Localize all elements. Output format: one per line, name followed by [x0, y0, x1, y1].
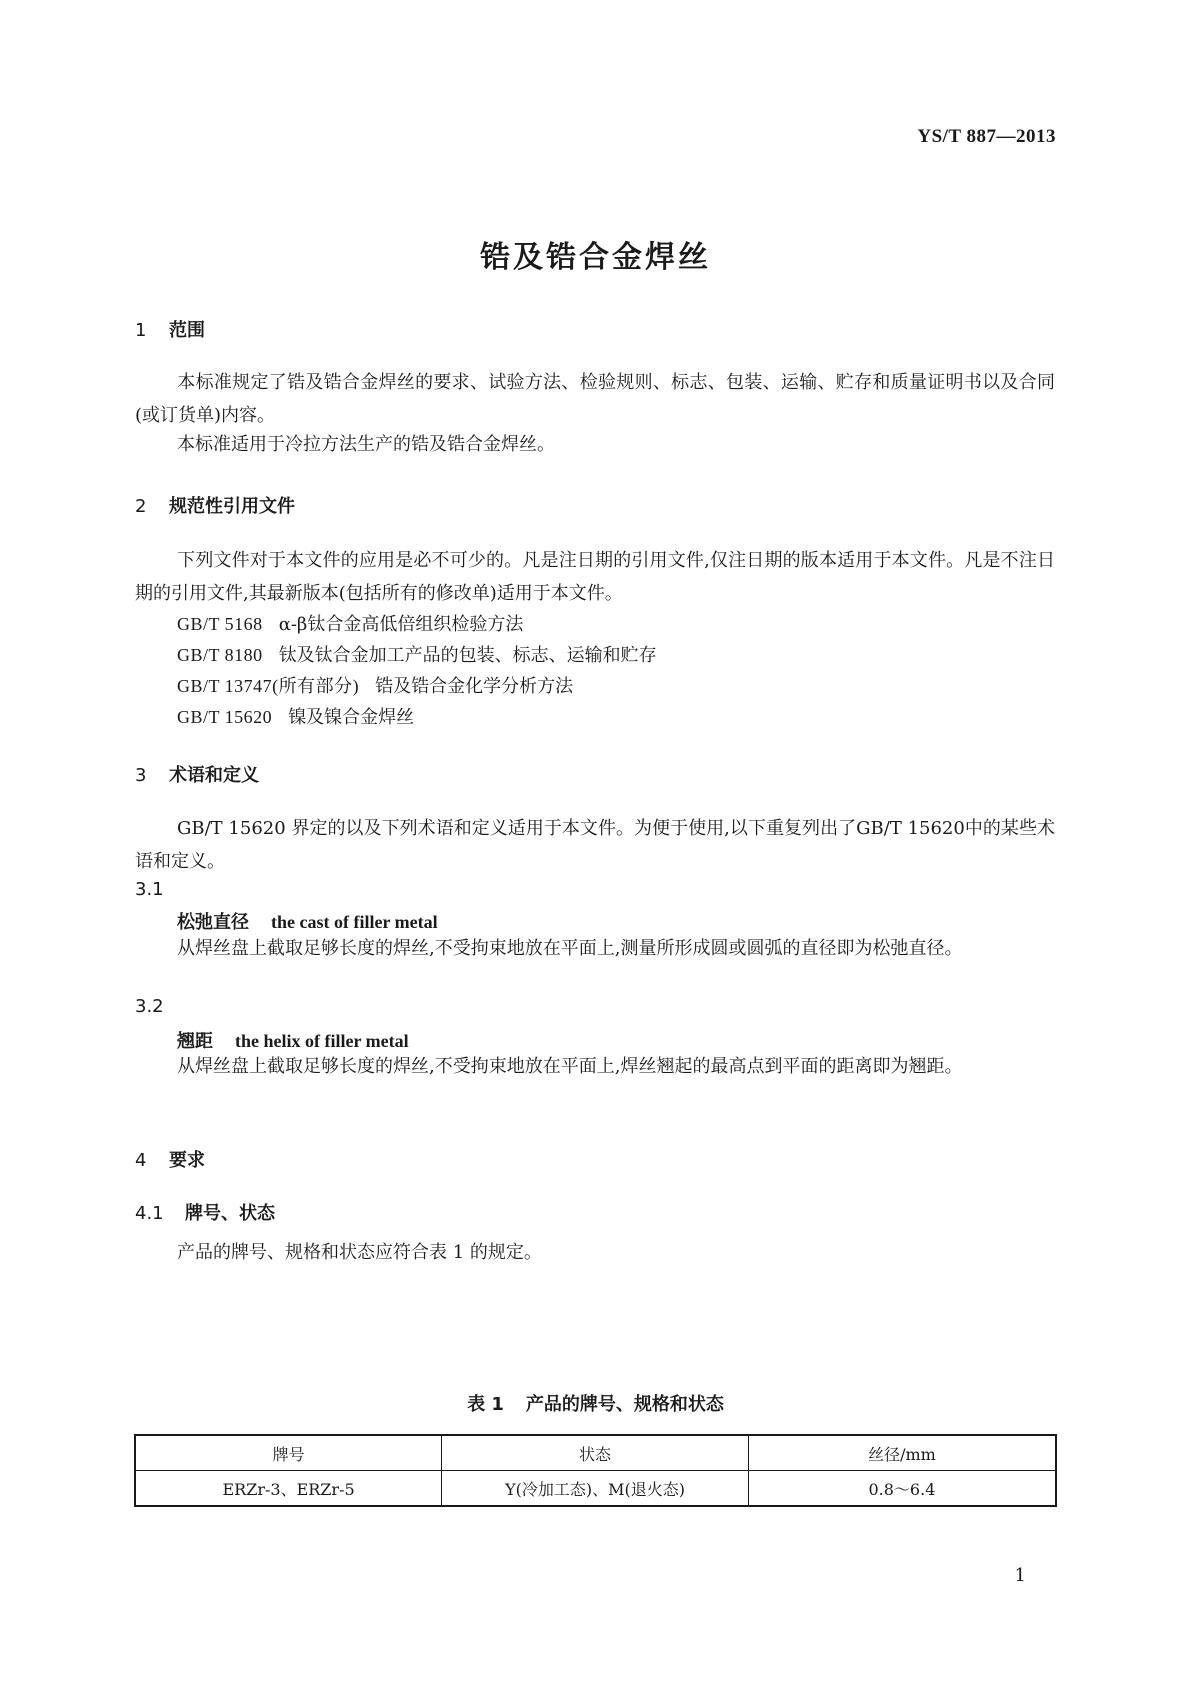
- normative-reference: [177, 703, 414, 729]
- standard-code: YS/T 887—2013: [917, 126, 1056, 147]
- paragraph-text: 下列文件对于本文件的应用是必不可少的。凡是注日期的引用文件,仅注日期的版本适用于本文件。凡是不注日期的引用文件,其最新版本(包括所有的修改单)适用于本文件。: [135, 550, 1055, 604]
- subsection-4-1-heading: [135, 1199, 275, 1225]
- table-row: [135, 1471, 1056, 1507]
- column-header: 牌号: [135, 1435, 442, 1471]
- table-label: 表 1: [467, 1394, 504, 1415]
- term-english: the cast of filler metal: [271, 912, 438, 932]
- section-1-heading: [135, 316, 205, 342]
- term-definition: [135, 1050, 1055, 1083]
- section-2-heading: [135, 492, 295, 518]
- definition-text: 从焊丝盘上截取足够长度的焊丝,不受拘束地放在平面上,测量所形成圆或圆弧的直径即为松弛直径。: [177, 938, 963, 959]
- section-title: 规范性引用文件: [169, 496, 295, 517]
- paragraph-text: GB/T 15620 界定的以及下列术语和定义适用于本文件。为便于使用,以下重复列出了GB/T 15620中的某些术语和定义。: [135, 818, 1055, 872]
- table-cell: Y(冷加工态)、M(退火态): [442, 1471, 749, 1507]
- term-entry: [177, 908, 438, 934]
- section-number: 2: [135, 496, 147, 517]
- reference-code: GB/T 5168: [177, 614, 263, 634]
- section-title: 范围: [169, 320, 205, 341]
- subsection-title: 牌号、状态: [185, 1203, 275, 1224]
- section-1-paragraph-1: [135, 366, 1055, 432]
- reference-code: GB/T 15620: [177, 707, 273, 727]
- term-number: 3.2: [135, 996, 164, 1017]
- paragraph-text: 本标准适用于冷拉方法生产的锆及锆合金焊丝。: [177, 434, 555, 455]
- section-2-paragraph-1: [135, 544, 1055, 610]
- section-title: 术语和定义: [169, 765, 259, 786]
- subsection-number: 4.1: [135, 1203, 164, 1224]
- normative-reference: [177, 610, 523, 636]
- document-title: 锆及锆合金焊丝: [480, 240, 711, 275]
- reference-title: 镍及镍合金焊丝: [288, 707, 415, 728]
- term-number: 3.1: [135, 879, 164, 900]
- normative-reference: [177, 641, 657, 667]
- column-header: 丝径/mm: [748, 1435, 1056, 1471]
- term-chinese: 松弛直径: [177, 912, 249, 933]
- reference-title: 钛及钛合金加工产品的包装、标志、运输和贮存: [278, 645, 657, 666]
- definition-text: 从焊丝盘上截取足够长度的焊丝,不受拘束地放在平面上,焊丝翘起的最高点到平面的距离即为翘距。: [177, 1056, 963, 1077]
- reference-code: GB/T 13747(所有部分): [177, 676, 360, 696]
- section-number: 3: [135, 765, 147, 786]
- section-title: 要求: [169, 1150, 205, 1171]
- table-cell: ERZr-3、ERZr-5: [135, 1471, 442, 1507]
- section-3-heading: [135, 761, 259, 787]
- page-number: 1: [1014, 1565, 1026, 1586]
- section-1-paragraph-2: [135, 428, 1055, 461]
- reference-code: GB/T 8180: [177, 645, 263, 665]
- table-caption-text: 产品的牌号、规格和状态: [525, 1394, 724, 1415]
- subsection-4-1-paragraph: [135, 1236, 1055, 1269]
- table-caption: [0, 1390, 1191, 1416]
- section-number: 1: [135, 320, 147, 341]
- reference-title: 锆及锆合金化学分析方法: [375, 676, 574, 697]
- table-cell: 0.8～6.4: [748, 1471, 1056, 1507]
- paragraph-text: 产品的牌号、规格和状态应符合表 1 的规定。: [177, 1242, 542, 1263]
- reference-title: α-β钛合金高低倍组织检验方法: [278, 614, 524, 635]
- paragraph-text: 本标准规定了锆及锆合金焊丝的要求、试验方法、检验规则、标志、包装、运输、贮存和质量证明书以及合同(或订货单)内容。: [135, 372, 1055, 426]
- table-header-row: [135, 1435, 1056, 1471]
- section-4-heading: [135, 1146, 205, 1172]
- section-number: 4: [135, 1150, 147, 1171]
- specification-table: [134, 1434, 1057, 1507]
- section-3-paragraph-1: [135, 812, 1055, 878]
- normative-reference: [177, 672, 573, 698]
- column-header: 状态: [442, 1435, 749, 1471]
- term-chinese: 翘距: [177, 1031, 213, 1052]
- term-definition: [135, 932, 1055, 965]
- term-english: the helix of filler metal: [235, 1031, 409, 1051]
